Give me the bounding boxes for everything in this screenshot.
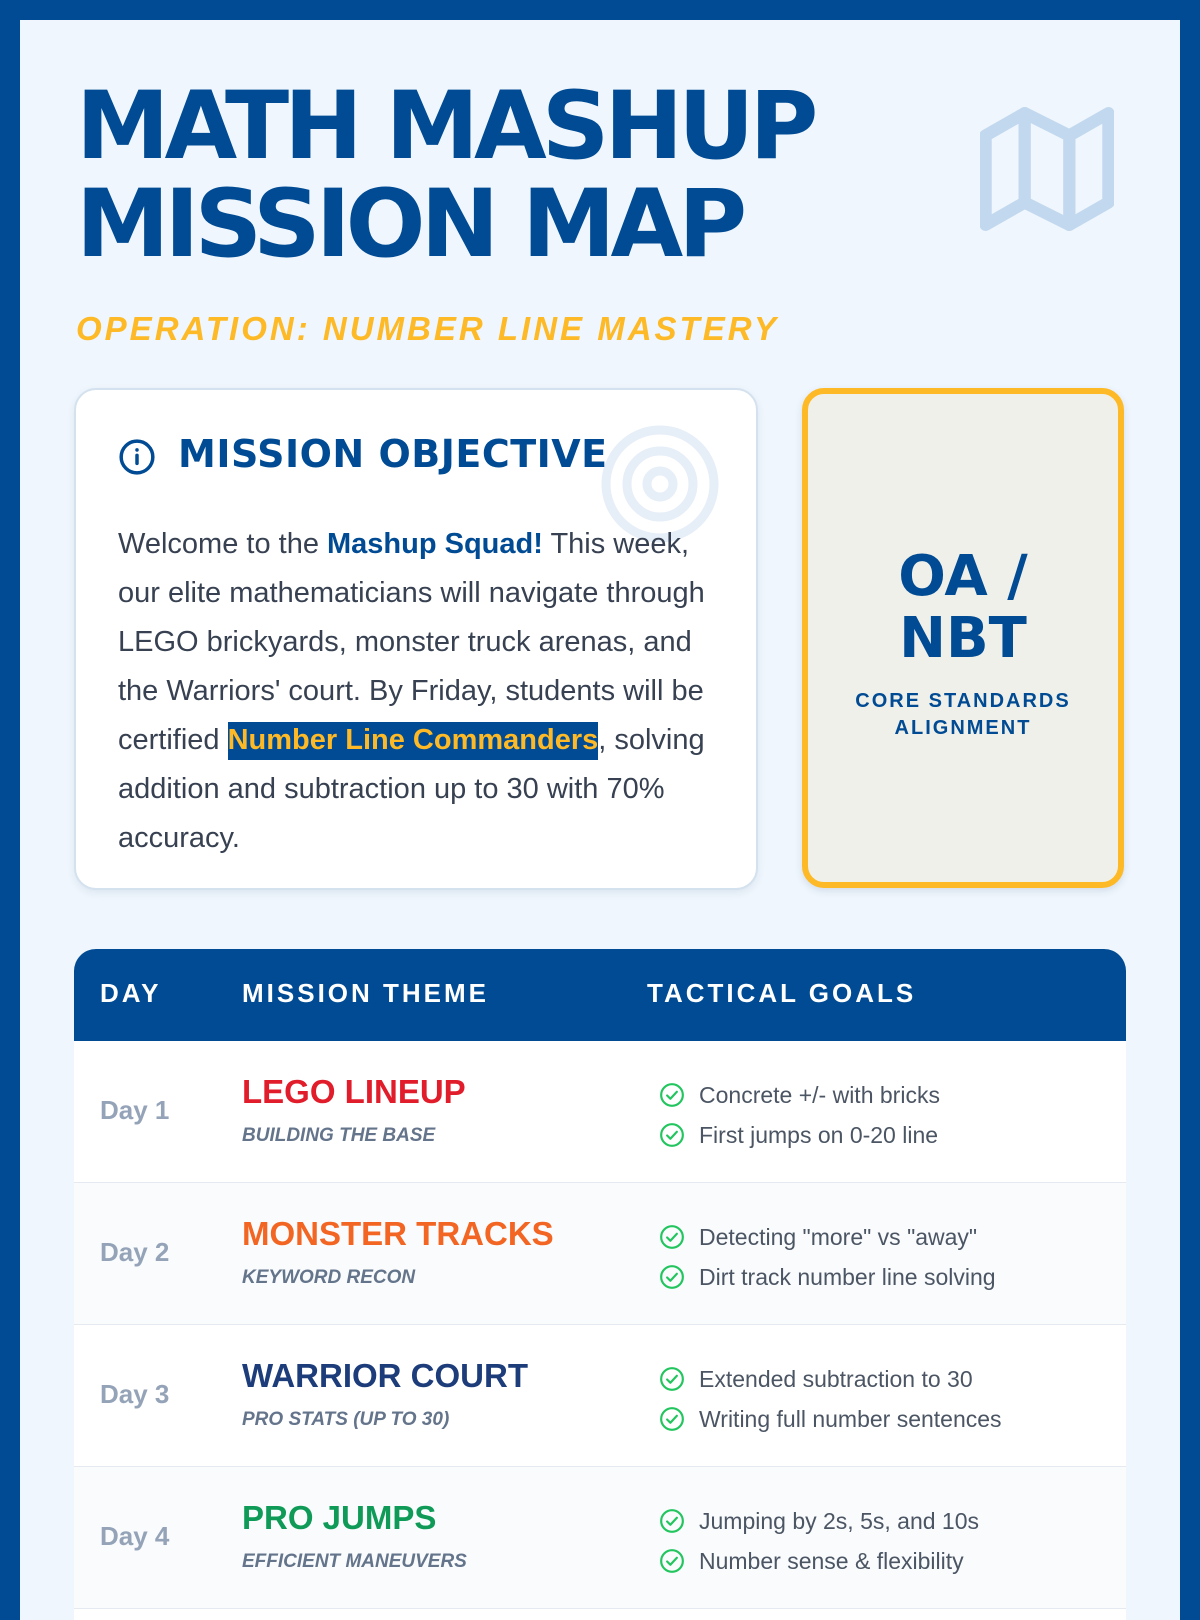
- check-circle-icon: [659, 1508, 685, 1534]
- day-label: Day 2: [100, 1237, 170, 1267]
- goal-item: [659, 1257, 996, 1297]
- standards-code-line-2: NBT: [899, 606, 1027, 671]
- goal-text: Number sense & flexibility: [699, 1547, 964, 1574]
- goal-item: [659, 1075, 940, 1115]
- goal-text: First jumps on 0-20 line: [699, 1121, 939, 1148]
- goal-text: Dirt track number line solving: [699, 1263, 996, 1290]
- theme-name: PRO JUMPS: [242, 1499, 437, 1536]
- goal-text: Jumping by 2s, 5s, and 10s: [699, 1507, 979, 1534]
- goal-text: Extended subtraction to 30: [699, 1365, 973, 1392]
- check-circle-icon: [659, 1224, 685, 1250]
- goal-item: [659, 1501, 979, 1541]
- title-line-1: MATH MASHUP: [76, 72, 814, 181]
- day-label: Day 4: [100, 1521, 170, 1551]
- day-label: Day 1: [100, 1095, 170, 1125]
- theme-name: WARRIOR COURT: [242, 1357, 528, 1394]
- header-tactical-goals: TACTICAL GOALS: [647, 978, 917, 1008]
- mashup-squad-emphasis: Mashup Squad!: [327, 528, 543, 560]
- goal-item: [659, 1217, 996, 1257]
- goal-text: Writing full number sentences: [699, 1405, 1002, 1432]
- map-icon: [980, 102, 1114, 236]
- check-circle-icon: [659, 1122, 685, 1148]
- goal-text: Concrete +/- with bricks: [699, 1081, 940, 1108]
- theme-subtitle: EFFICIENT MANEUVERS: [242, 1551, 467, 1572]
- mission-objective-card: [74, 388, 758, 890]
- header-day: DAY: [100, 978, 162, 1008]
- tactical-goals: [659, 1501, 979, 1581]
- tactical-goals: [659, 1217, 996, 1297]
- standards-label-line-2: ALIGNMENT: [894, 717, 1032, 739]
- check-circle-icon: [659, 1082, 685, 1108]
- standards-label: [808, 688, 1118, 742]
- number-line-commanders-highlight: Number Line Commanders: [228, 722, 599, 760]
- mission-objective-title: MISSION OBJECTIVE: [178, 432, 608, 476]
- table-row: [74, 1041, 1126, 1183]
- theme-name: MONSTER TRACKS: [242, 1215, 554, 1252]
- standards-code-line-1: OA /: [898, 544, 1028, 609]
- table-row: [74, 1183, 1126, 1325]
- standards-code: [808, 546, 1118, 670]
- header-mission-theme: MISSION THEME: [242, 978, 490, 1008]
- table-header: [74, 949, 1126, 1041]
- goal-item: [659, 1115, 940, 1155]
- tactical-goals: [659, 1359, 1002, 1439]
- table-row: [74, 1467, 1126, 1609]
- check-circle-icon: [659, 1548, 685, 1574]
- day-label: Day 3: [100, 1379, 170, 1409]
- goal-item: [659, 1359, 1002, 1399]
- theme-subtitle: BUILDING THE BASE: [242, 1125, 436, 1146]
- check-circle-icon: [659, 1366, 685, 1392]
- goal-item: [659, 1399, 1002, 1439]
- info-icon: [118, 438, 156, 476]
- page-title: [76, 72, 814, 279]
- check-circle-icon: [659, 1406, 685, 1432]
- check-circle-icon: [659, 1264, 685, 1290]
- standards-card: [802, 388, 1124, 888]
- goal-text: Detecting "more" vs "away": [699, 1223, 978, 1250]
- theme-subtitle: KEYWORD RECON: [242, 1267, 416, 1288]
- page-frame: [20, 20, 1180, 1620]
- mission-schedule-table: [74, 949, 1126, 1620]
- title-line-2: MISSION MAP: [76, 170, 743, 279]
- standards-label-line-1: CORE STANDARDS: [855, 690, 1071, 712]
- objective-text-end: , solving addition and subtraction up to 30 with 70% accuracy.: [118, 724, 705, 854]
- goal-item: [659, 1541, 979, 1581]
- theme-subtitle: PRO STATS (UP TO 30): [242, 1409, 450, 1430]
- objective-text-body: This week, our elite mathematicians will navigate through LEGO brickyards, monster truck arenas, and the Warriors' court. By Friday, students will be certified: [118, 528, 705, 756]
- page-subtitle: OPERATION: NUMBER LINE MASTERY: [76, 310, 779, 347]
- mission-objective-text: [118, 520, 718, 863]
- objective-text-intro: Welcome to the: [118, 528, 328, 560]
- theme-name: LEGO LINEUP: [242, 1073, 466, 1110]
- tactical-goals: [659, 1075, 940, 1155]
- table-row: [74, 1325, 1126, 1467]
